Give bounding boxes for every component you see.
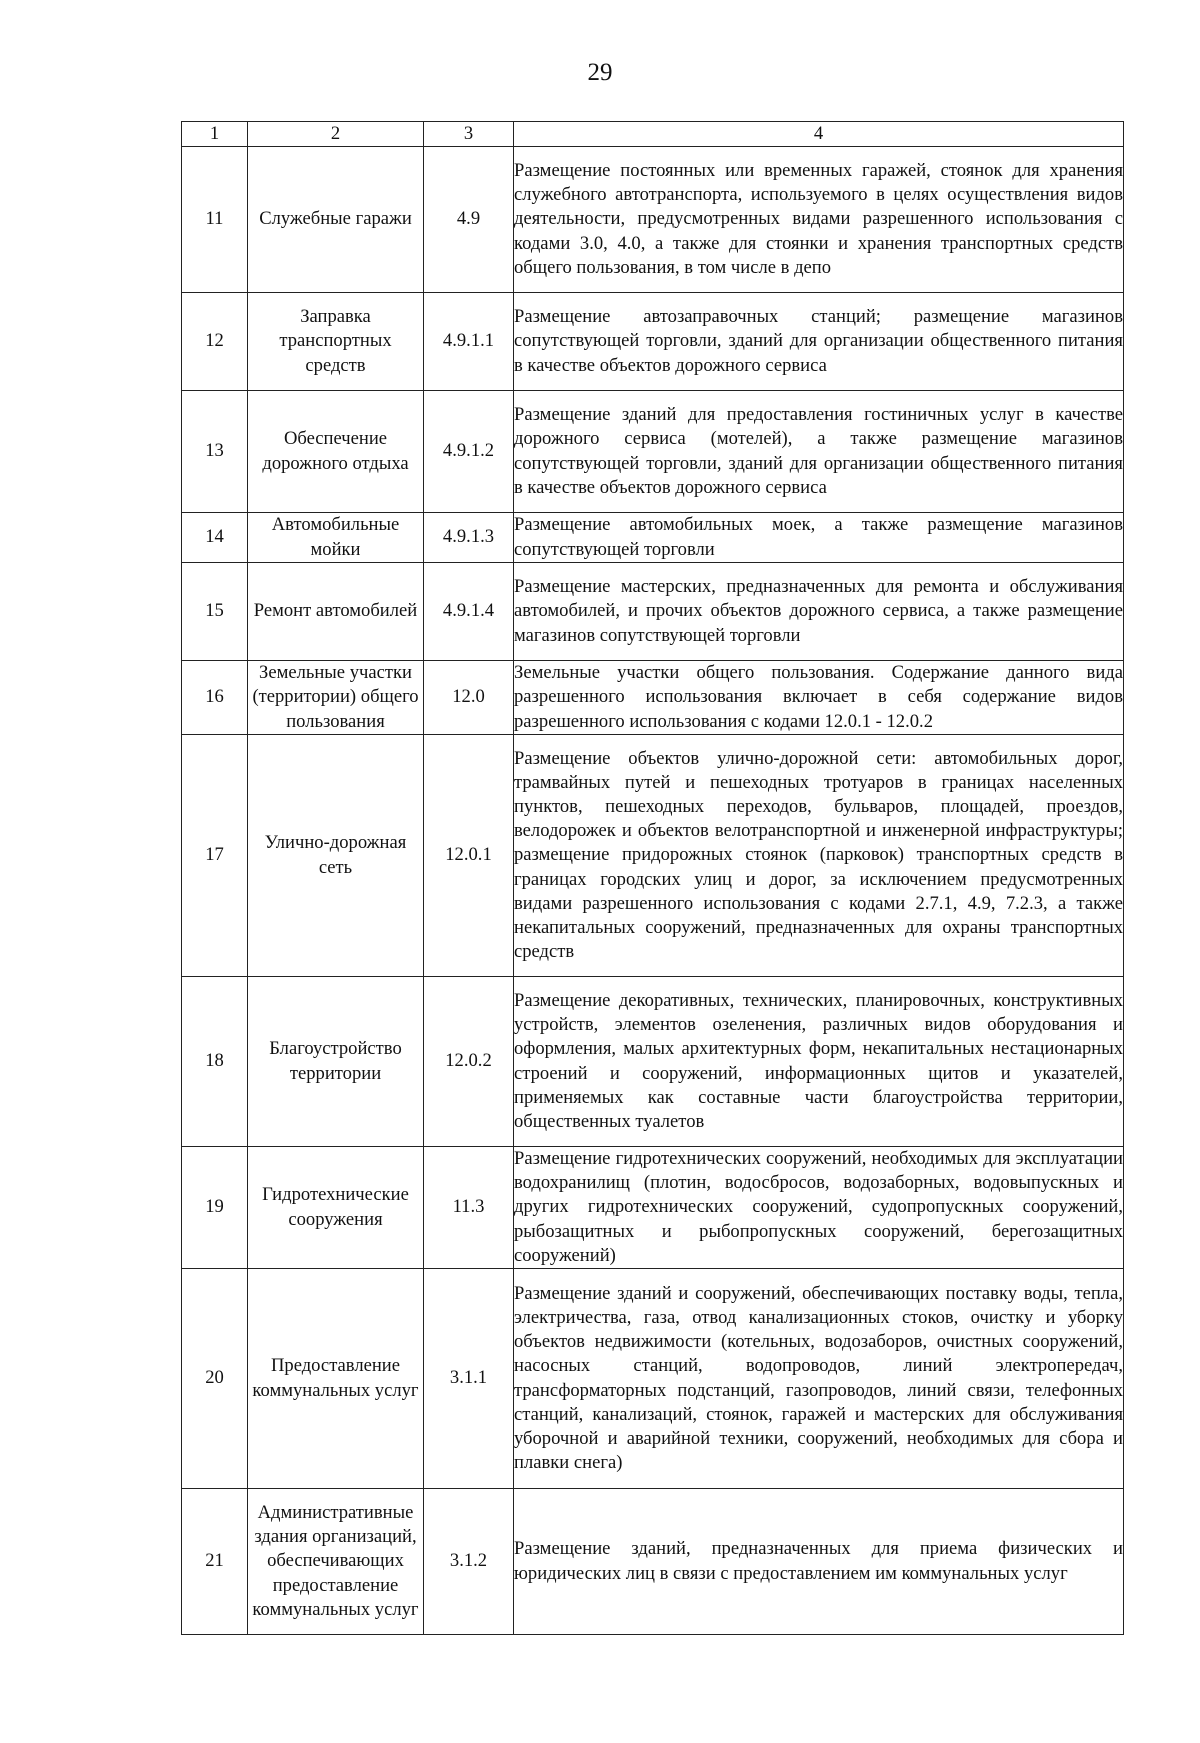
row-number: 13 [182,391,248,513]
use-type-name: Предоставление коммунальных услуг [248,1269,424,1489]
use-type-description: Размещение зданий, предназначенных для приема физических и юридических лиц в связи с предоставлением им коммунальных услуг [514,1489,1124,1635]
use-type-name: Благоустройство территории [248,977,424,1147]
table-row [182,1489,1124,1635]
use-type-code: 4.9.1.2 [424,391,514,513]
row-number: 15 [182,563,248,661]
use-type-name: Заправка транспортных средств [248,293,424,391]
use-type-code: 4.9.1.1 [424,293,514,391]
row-number: 12 [182,293,248,391]
use-type-description: Размещение гидротехнических сооружений, необходимых для эксплуатации водохранилищ (плотин, водосбросов, водозаборных, водовыпускных и других гидротехнических сооружений, судопропускных сооружений, рыбозащитных и рыбопропускных сооружений, берегозащитных сооружений) [514,1147,1124,1269]
column-header: 2 [248,122,424,147]
table-row [182,1147,1124,1269]
use-type-description: Размещение постоянных или временных гаражей, стоянок для хранения служебного автотранспорта, используемого в целях осуществления видов деятельности, предусмотренных видами разрешенного использования с кодами 3.0, 4.0, а также для стоянки и хранения транспортных средств общего пользования, в том числе в депо [514,147,1124,293]
use-type-description: Размещение зданий для предоставления гостиничных услуг в качестве дорожного сервиса (мотелей), а также размещение магазинов сопутствующей торговли, зданий для организации общественного питания в качестве объектов дорожного сервиса [514,391,1124,513]
row-number: 19 [182,1147,248,1269]
row-number: 20 [182,1269,248,1489]
use-type-code: 3.1.1 [424,1269,514,1489]
column-header: 4 [514,122,1124,147]
land-use-table [181,121,1124,1635]
use-type-description: Земельные участки общего пользования. Содержание данного вида разрешенного использования включает в себя содержание видов разрешенного использования с кодами 12.0.1 - 12.0.2 [514,661,1124,735]
row-number: 18 [182,977,248,1147]
use-type-code: 3.1.2 [424,1489,514,1635]
row-number: 16 [182,661,248,735]
use-type-name: Административные здания организаций, обеспечивающих предоставление коммунальных услуг [248,1489,424,1635]
table-row [182,147,1124,293]
use-type-code: 12.0 [424,661,514,735]
row-number: 11 [182,147,248,293]
table-row [182,391,1124,513]
use-type-name: Обеспечение дорожного отдыха [248,391,424,513]
use-type-description: Размещение мастерских, предназначенных для ремонта и обслуживания автомобилей, и прочих объектов дорожного сервиса, а также размещение магазинов сопутствующей торговли [514,563,1124,661]
table-row [182,513,1124,563]
table-row [182,735,1124,977]
use-type-code: 11.3 [424,1147,514,1269]
use-type-code: 4.9 [424,147,514,293]
use-type-code: 12.0.2 [424,977,514,1147]
use-type-name: Земельные участки (территории) общего пользования [248,661,424,735]
table-header-row [182,122,1124,147]
row-number: 14 [182,513,248,563]
use-type-description: Размещение автомобильных моек, а также размещение магазинов сопутствующей торговли [514,513,1124,563]
table-row [182,977,1124,1147]
row-number: 21 [182,1489,248,1635]
column-header: 3 [424,122,514,147]
use-type-name: Гидротехнические сооружения [248,1147,424,1269]
use-type-name: Ремонт автомобилей [248,563,424,661]
use-type-code: 12.0.1 [424,735,514,977]
use-type-description: Размещение автозаправочных станций; размещение магазинов сопутствующей торговли, зданий для организации общественного питания в качестве объектов дорожного сервиса [514,293,1124,391]
use-type-name: Улично-дорожная сеть [248,735,424,977]
row-number: 17 [182,735,248,977]
use-type-description: Размещение объектов улично-дорожной сети: автомобильных дорог, трамвайных путей и пешеходных тротуаров в границах населенных пунктов, пешеходных переходов, бульваров, площадей, проездов, велодорожек и объектов велотранспортной и инженерной инфраструктуры; размещение придорожных стоянок (парковок) транспортных средств в границах городских улиц и дорог, за исключением предусмотренных видами разрешенного использования с кодами 2.7.1, 4.9, 7.2.3, а также некапитальных сооружений, предназначенных для охраны транспортных средств [514,735,1124,977]
table-row [182,661,1124,735]
use-type-description: Размещение декоративных, технических, планировочных, конструктивных устройств, элементов озеленения, различных видов оборудования и оформления, малых архитектурных форм, некапитальных нестационарных строений и сооружений, информационных щитов и указателей, применяемых как составные части благоустройства территории, общественных туалетов [514,977,1124,1147]
table-row [182,563,1124,661]
use-type-code: 4.9.1.3 [424,513,514,563]
table-row [182,293,1124,391]
use-type-name: Служебные гаражи [248,147,424,293]
use-type-name: Автомобильные мойки [248,513,424,563]
use-type-description: Размещение зданий и сооружений, обеспечивающих поставку воды, тепла, электричества, газа, отвод канализационных стоков, очистку и уборку объектов недвижимости (котельных, водозаборов, очистных сооружений, насосных станций, водопроводов, линий электропередач, трансформаторных подстанций, газопроводов, линий связи, телефонных станций, канализаций, стоянок, гаражей и мастерских для обслуживания уборочной и аварийной техники, сооружений, необходимых для сбора и плавки снега) [514,1269,1124,1489]
use-type-code: 4.9.1.4 [424,563,514,661]
table-row [182,1269,1124,1489]
column-header: 1 [182,122,248,147]
page-number: 29 [587,59,613,86]
